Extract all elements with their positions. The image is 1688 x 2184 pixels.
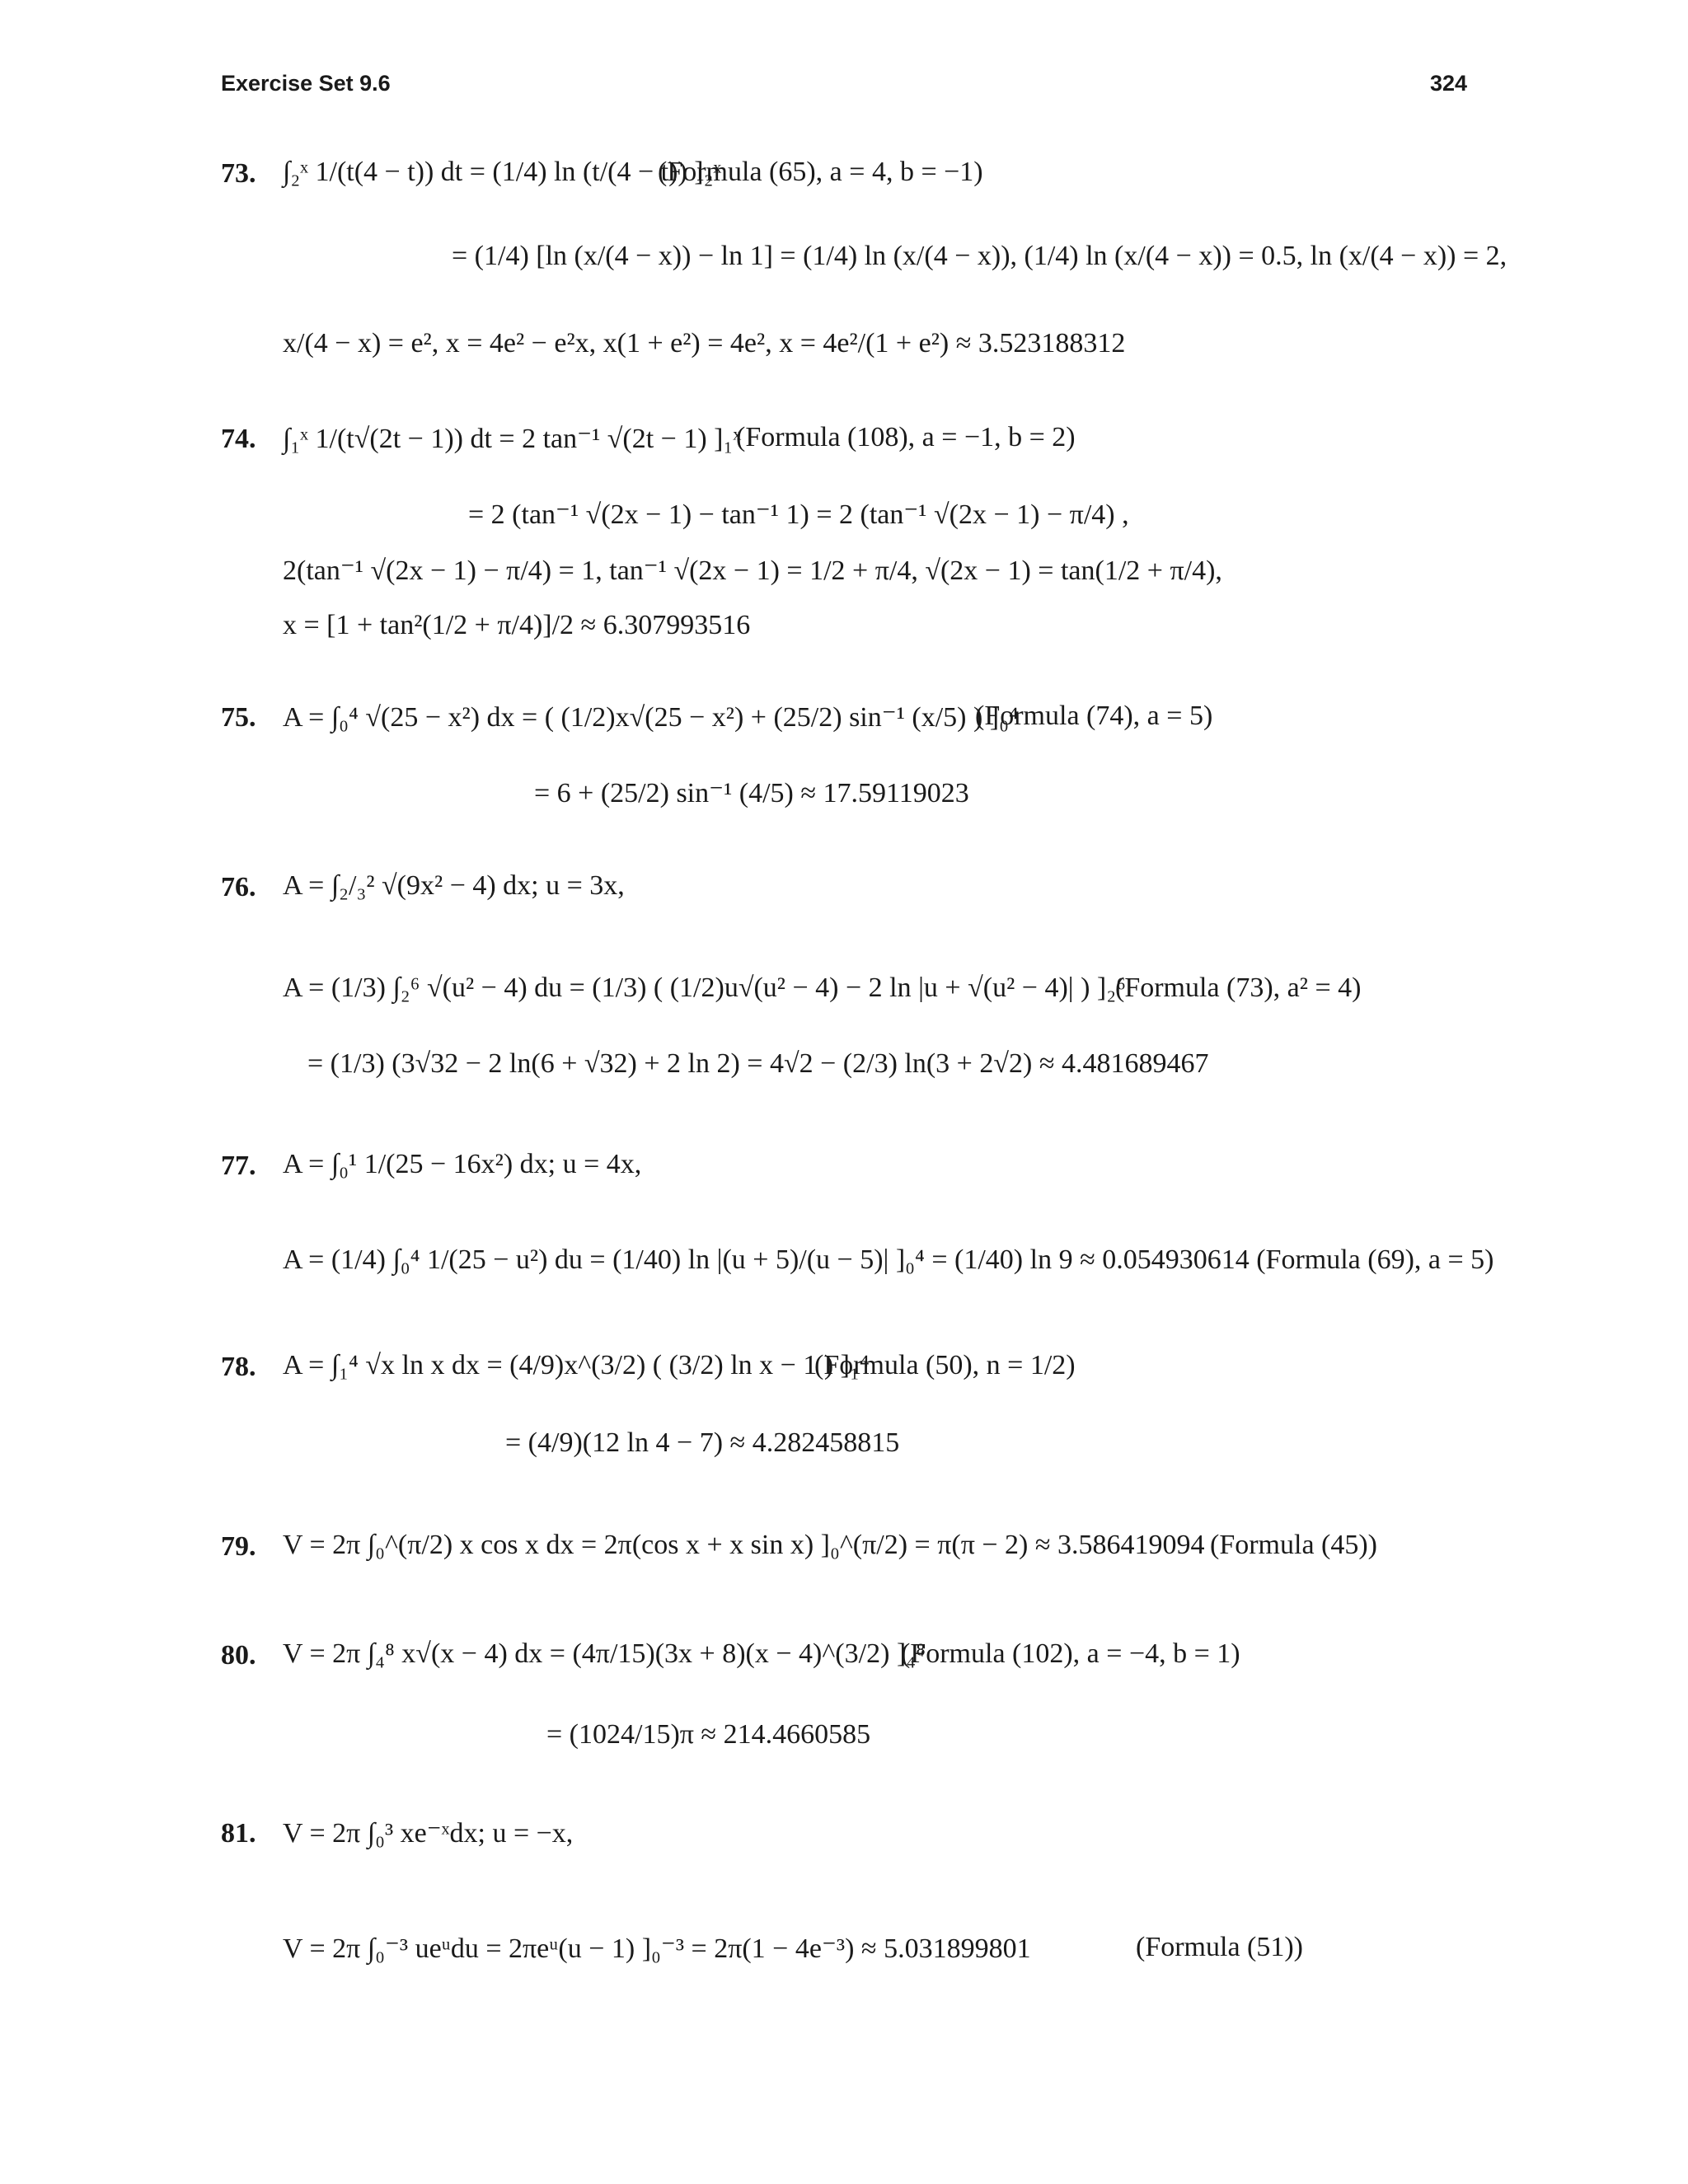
formula-reference: (Formula (65), a = 4, b = −1) <box>658 157 983 187</box>
problem-number: 78. <box>221 1352 256 1382</box>
equation-line: x/(4 − x) = e², x = 4e² − e²x, x(1 + e²) = 4e², x = 4e²/(1 + e²) ≈ 3.523188312 <box>283 328 1126 359</box>
formula-reference: (Formula (74), a = 5) <box>975 701 1213 731</box>
equation-line: x = [1 + tan²(1/2 + π/4)]/2 ≈ 6.307993516 <box>283 610 751 640</box>
section-title: Exercise Set 9.6 <box>221 71 391 96</box>
equation-line: = (1024/15)π ≈ 214.4660585 <box>546 1719 871 1750</box>
formula-reference: (Formula (51)) <box>1136 1932 1304 1962</box>
formula-reference: (Formula (45)) <box>1210 1530 1378 1560</box>
equation-line: V = 2π ∫₄⁸ x√(x − 4) dx = (4π/15)(3x + 8)(x − 4)^(3/2) ]₄⁸ <box>283 1638 926 1669</box>
problem-number: 76. <box>221 872 256 902</box>
problem-number: 74. <box>221 424 256 454</box>
equation-line: = (1/4) [ln (x/(4 − x)) − ln 1] = (1/4) ln (x/(4 − x)), (1/4) ln (x/(4 − x)) = 0.5, ln (x/(4 − x)) = 2, <box>452 241 1507 271</box>
equation-line: V = 2π ∫₀⁻³ ueᵘdu = 2πeᵘ(u − 1) ]₀⁻³ = 2π(1 − 4e⁻³) ≈ 5.031899801 <box>283 1933 1031 1964</box>
problem-number: 77. <box>221 1151 256 1181</box>
equation-line: V = 2π ∫₀³ xe⁻ˣdx; u = −x, <box>283 1818 574 1849</box>
formula-reference: (Formula (50), n = 1/2) <box>814 1350 1076 1380</box>
equation-line: A = ∫₁⁴ √x ln x dx = (4/9)x^(3/2) ( (3/2) ln x − 1 ) ]₁⁴ <box>283 1350 870 1380</box>
equation-line: V = 2π ∫₀^(π/2) x cos x dx = 2π(cos x + x sin x) ]₀^(π/2) = π(π − 2) ≈ 3.586419094 <box>283 1530 1205 1560</box>
equation-line: 2(tan⁻¹ √(2x − 1) − π/4) = 1, tan⁻¹ √(2x − 1) = 1/2 + π/4, √(2x − 1) = tan(1/2 + π/4), <box>283 555 1222 586</box>
formula-reference: (Formula (102), a = −4, b = 1) <box>901 1638 1240 1669</box>
equation-line: = 2 (tan⁻¹ √(2x − 1) − tan⁻¹ 1) = 2 (tan⁻¹ √(2x − 1) − π/4) , <box>468 499 1129 530</box>
problem-number: 80. <box>221 1640 256 1671</box>
problem-number: 73. <box>221 158 256 189</box>
equation-line: A = ∫₀⁴ √(25 − x²) dx = ( (1/2)x√(25 − x²) + (25/2) sin⁻¹ (x/5) ) ]₀⁴ <box>283 702 1019 733</box>
formula-reference: (Formula (108), a = −1, b = 2) <box>736 422 1076 452</box>
equation-line: = (4/9)(12 ln 4 − 7) ≈ 4.282458815 <box>505 1427 900 1458</box>
equation-line: A = (1/4) ∫₀⁴ 1/(25 − u²) du = (1/40) ln |(u + 5)/(u − 5)| ]₀⁴ = (1/40) ln 9 ≈ 0.054930614 (Formula (69), a = 5) <box>283 1244 1494 1275</box>
equation-line: ∫₁ˣ 1/(t√(2t − 1)) dt = 2 tan⁻¹ √(2t − 1) ]₁ˣ <box>283 424 742 454</box>
formula-reference: (Formula (73), a² = 4) <box>1115 972 1362 1003</box>
problem-number: 81. <box>221 1818 256 1849</box>
equation-line: A = ∫₀¹ 1/(25 − 16x²) dx; u = 4x, <box>283 1149 642 1179</box>
equation-line: = (1/3) (3√32 − 2 ln(6 + √32) + 2 ln 2) = 4√2 − (2/3) ln(3 + 2√2) ≈ 4.481689467 <box>307 1048 1209 1079</box>
equation-line: = 6 + (25/2) sin⁻¹ (4/5) ≈ 17.59119023 <box>534 778 969 808</box>
problem-number: 79. <box>221 1531 256 1562</box>
equation-line: ∫₂ˣ 1/(t(4 − t)) dt = (1/4) ln (t/(4 − t)) ]₂ˣ <box>283 157 722 187</box>
problem-number: 75. <box>221 702 256 733</box>
equation-line: A = ∫₂/₃² √(9x² − 4) dx; u = 3x, <box>283 870 625 901</box>
page-number: 324 <box>1430 71 1468 96</box>
equation-line: A = (1/3) ∫₂⁶ √(u² − 4) du = (1/3) ( (1/2)u√(u² − 4) − 2 ln |u + √(u² − 4)| ) ]₂⁶ <box>283 972 1126 1003</box>
